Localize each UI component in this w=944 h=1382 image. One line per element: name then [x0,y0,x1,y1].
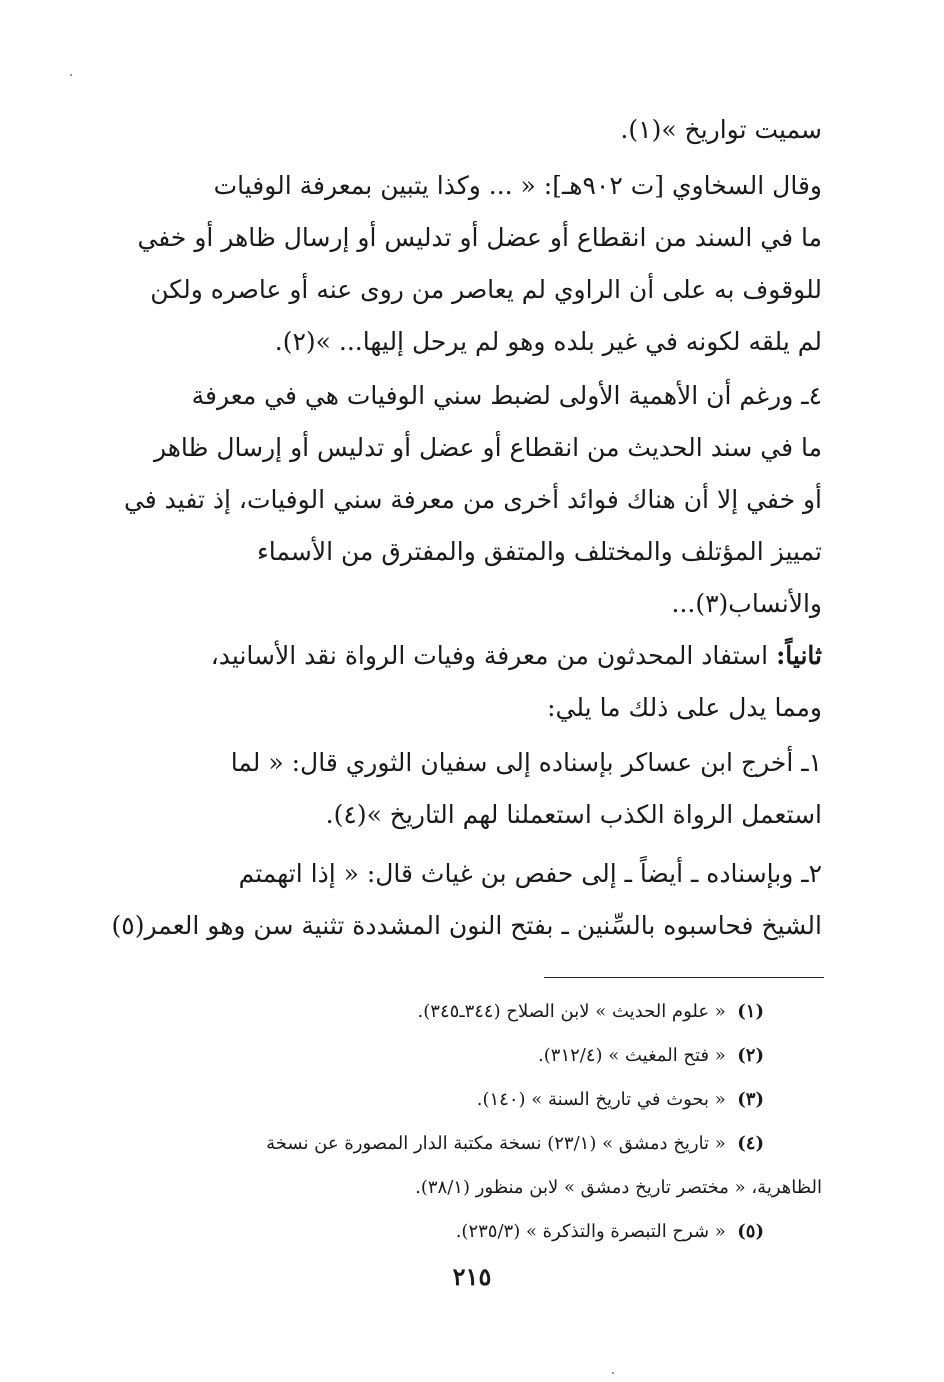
text-line: ومما يدل على ذلك ما يلي: [547,693,822,722]
footnote-number: (٥) [737,1221,764,1242]
text-line: ما في السند من انقطاع أو عضل أو تدليس أو إرسال ظاهر أو خفي [137,223,822,252]
footnote-2 [112,1034,822,1078]
footnote-5 [112,1210,822,1254]
footnote-text: « فتح المغيث » (٣١٢/٤). [538,1045,726,1066]
paragraph-continuation [112,104,822,156]
footnote-3 [112,1078,822,1122]
text-line: استعمل الرواة الكذب استعملنا لهم التاريخ »(٤). [325,800,822,829]
paragraph-item-1 [112,737,822,841]
paragraph-second-section [112,630,822,734]
footnote-text: « علوم الحديث » لابن الصلاح (٣٤٤ـ٣٤٥). [417,1001,726,1022]
text-line: ما في سند الحديث من انقطاع أو عضل أو تدليس أو إرسال ظاهر [153,433,822,462]
footnote-text: الظاهرية، « مختصر تاريخ دمشق » لابن منظور (٣٨/١). [415,1177,822,1198]
section-heading: ثانياً: [776,641,822,670]
footnote-4-continuation [112,1166,822,1210]
text-line: ٤ـ ورغم أن الأهمية الأولى لضبط سني الوفيات هي في معرفة [191,381,822,410]
footnote-number: (٢) [737,1045,764,1066]
paragraph-sakhawi-quote [112,160,822,368]
scan-speck [70,74,72,76]
paragraph-item-2 [112,848,822,952]
text-run: استفاد المحدثون من معرفة وفيات الرواة نقد الأسانيد، [210,641,777,670]
footnote-4 [112,1122,822,1166]
page-number: ٢١٥ [452,1262,492,1291]
text-line: ١ـ أخرج ابن عساكر بإسناده إلى سفيان الثوري قال: « لما [230,748,822,777]
text-line: والأنساب(٣)... [671,589,822,618]
footnotes [112,990,822,1254]
text-line [112,630,822,682]
footnote-text: « تاريخ دمشق » (٢٣/١) نسخة مكتبة الدار المصورة عن نسخة [266,1133,726,1154]
text-line: لم يلقه لكونه في غير بلده وهو لم يرحل إليها... »(٢). [274,327,822,356]
text-line: ٢ـ وبإسناده ـ أيضاً ـ إلى حفص بن غياث قال: « إذا اتهمتم [238,859,822,888]
footnote-text: « بحوث في تاريخ السنة » (١٤٠). [476,1089,726,1110]
text-line: وقال السخاوي [ت ٩٠٢هـ]: « ... وكذا يتبين بمعرفة الوفيات [213,171,822,200]
scan-speck [612,1372,614,1374]
paragraph-point-4 [112,370,822,630]
footnote-number: (٣) [737,1089,764,1110]
text-line: للوقوف به على أن الراوي لم يعاصر من روى عنه أو عاصره ولكن [150,275,822,304]
footnote-1 [112,990,822,1034]
text-line: أو خفي إلا أن هناك فوائد أخرى من معرفة سني الوفيات، إذ تفيد في [123,485,822,514]
text-line: تمييز المؤتلف والمختلف والمتفق والمفترق من الأسماء [257,537,822,566]
text-line: الشيخ فحاسبوه بالسِّنين ـ بفتح النون المشددة تثنية سن وهو العمر(٥) [112,911,822,940]
footnote-number: (١) [737,1001,764,1022]
footnote-number: (٤) [737,1133,764,1154]
text-line: سميت تواريخ »(١). [620,115,822,144]
footnote-text: « شرح التبصرة والتذكرة » (٢٣٥/٣). [455,1221,726,1242]
footnote-separator [544,977,824,978]
